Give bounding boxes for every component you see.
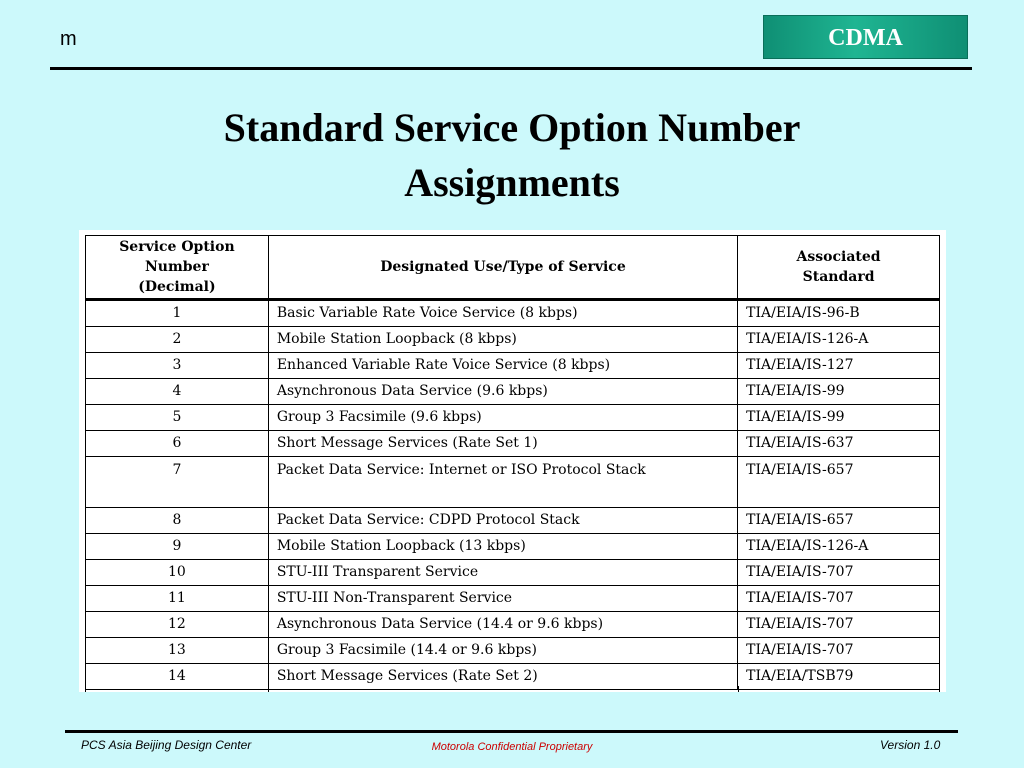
table-row xyxy=(86,586,940,612)
cell-use: Mobile Station Loopback (13 kbps) xyxy=(268,534,737,560)
cell-use: Group 3 Facsimile (14.4 or 9.6 kbps) xyxy=(268,638,737,664)
header-associated-standard xyxy=(738,236,940,300)
cell-standard: TIA/EIA/IS-126-A xyxy=(738,327,940,353)
cell-standard: TIA/EIA/IS-657 xyxy=(738,457,940,508)
cell-standard: TIA/EIA/IS-96-B xyxy=(738,300,940,327)
header-standard-line-1: Associated xyxy=(796,249,881,265)
cell-number: 2 xyxy=(86,327,269,353)
cell-number: 5 xyxy=(86,405,269,431)
cell-standard: TIA/EIA/IS-126-A xyxy=(738,534,940,560)
cell-number: 3 xyxy=(86,353,269,379)
cell-standard: TIA/EIA/IS-99 xyxy=(738,379,940,405)
bottom-divider xyxy=(65,730,958,733)
cell-standard: TIA/EIA/IS-707 xyxy=(738,638,940,664)
table-continuation-lines xyxy=(85,686,940,692)
header-standard-line-2: Standard xyxy=(802,269,875,285)
cell-standard: TIA/EIA/IS-707 xyxy=(738,586,940,612)
table-row xyxy=(86,457,940,508)
cell-standard: TIA/EIA/IS-707 xyxy=(738,560,940,586)
header-designated-use: Designated Use/Type of Service xyxy=(268,236,737,300)
cell-number: 12 xyxy=(86,612,269,638)
cell-standard: TIA/EIA/IS-637 xyxy=(738,431,940,457)
slide-title-line-2: Assignments xyxy=(404,160,620,205)
cell-standard: TIA/EIA/IS-127 xyxy=(738,353,940,379)
cell-use: Asynchronous Data Service (14.4 or 9.6 kbps) xyxy=(268,612,737,638)
cell-number: 7 xyxy=(86,457,269,508)
table-row xyxy=(86,560,940,586)
table-header-row xyxy=(86,236,940,300)
cell-number: 13 xyxy=(86,638,269,664)
cell-use: Short Message Services (Rate Set 2) xyxy=(268,664,737,690)
table-row xyxy=(86,327,940,353)
cell-use: Packet Data Service: Internet or ISO Protocol Stack xyxy=(268,457,737,508)
header-service-option-number xyxy=(86,236,269,300)
table-row xyxy=(86,431,940,457)
table-row xyxy=(86,638,940,664)
service-option-table-panel xyxy=(79,230,946,692)
footer-version-text: Version 1.0 xyxy=(880,738,941,752)
cell-use: STU-III Non-Transparent Service xyxy=(268,586,737,612)
cell-use: Short Message Services (Rate Set 1) xyxy=(268,431,737,457)
cell-standard: TIA/EIA/IS-707 xyxy=(738,612,940,638)
footer-confidential-text: Motorola Confidential Proprietary xyxy=(431,741,593,753)
footer-left-text: PCS Asia Beijing Design Center xyxy=(81,738,252,752)
top-divider xyxy=(50,67,972,70)
slide-title xyxy=(0,100,1024,210)
header-number-line-3: (Decimal) xyxy=(138,279,216,295)
table-body xyxy=(86,300,940,690)
cdma-badge: CDMA xyxy=(763,15,968,59)
cell-standard: TIA/EIA/TSB79 xyxy=(738,664,940,690)
cell-use: Mobile Station Loopback (8 kbps) xyxy=(268,327,737,353)
table-row xyxy=(86,508,940,534)
cell-standard: TIA/EIA/IS-657 xyxy=(738,508,940,534)
cell-use: STU-III Transparent Service xyxy=(268,560,737,586)
table-row xyxy=(86,379,940,405)
cell-number: 6 xyxy=(86,431,269,457)
service-option-table xyxy=(85,235,940,690)
table-row xyxy=(86,612,940,638)
table-row xyxy=(86,300,940,327)
table-row xyxy=(86,534,940,560)
table-row xyxy=(86,353,940,379)
table-row xyxy=(86,405,940,431)
cell-use: Enhanced Variable Rate Voice Service (8 kbps) xyxy=(268,353,737,379)
cell-number: 1 xyxy=(86,300,269,327)
corner-mark: m xyxy=(60,28,77,50)
cell-number: 10 xyxy=(86,560,269,586)
cell-use: Basic Variable Rate Voice Service (8 kbps) xyxy=(268,300,737,327)
header-number-line-1: Service Option xyxy=(119,239,235,255)
header-number-line-2: Number xyxy=(144,259,209,275)
cell-standard: TIA/EIA/IS-99 xyxy=(738,405,940,431)
cell-use: Packet Data Service: CDPD Protocol Stack xyxy=(268,508,737,534)
cell-use: Asynchronous Data Service (9.6 kbps) xyxy=(268,379,737,405)
cell-use: Group 3 Facsimile (9.6 kbps) xyxy=(268,405,737,431)
cell-number: 14 xyxy=(86,664,269,690)
cell-number: 8 xyxy=(86,508,269,534)
cell-number: 11 xyxy=(86,586,269,612)
cell-number: 9 xyxy=(86,534,269,560)
slide-title-line-1: Standard Service Option Number xyxy=(223,105,801,150)
cell-number: 4 xyxy=(86,379,269,405)
